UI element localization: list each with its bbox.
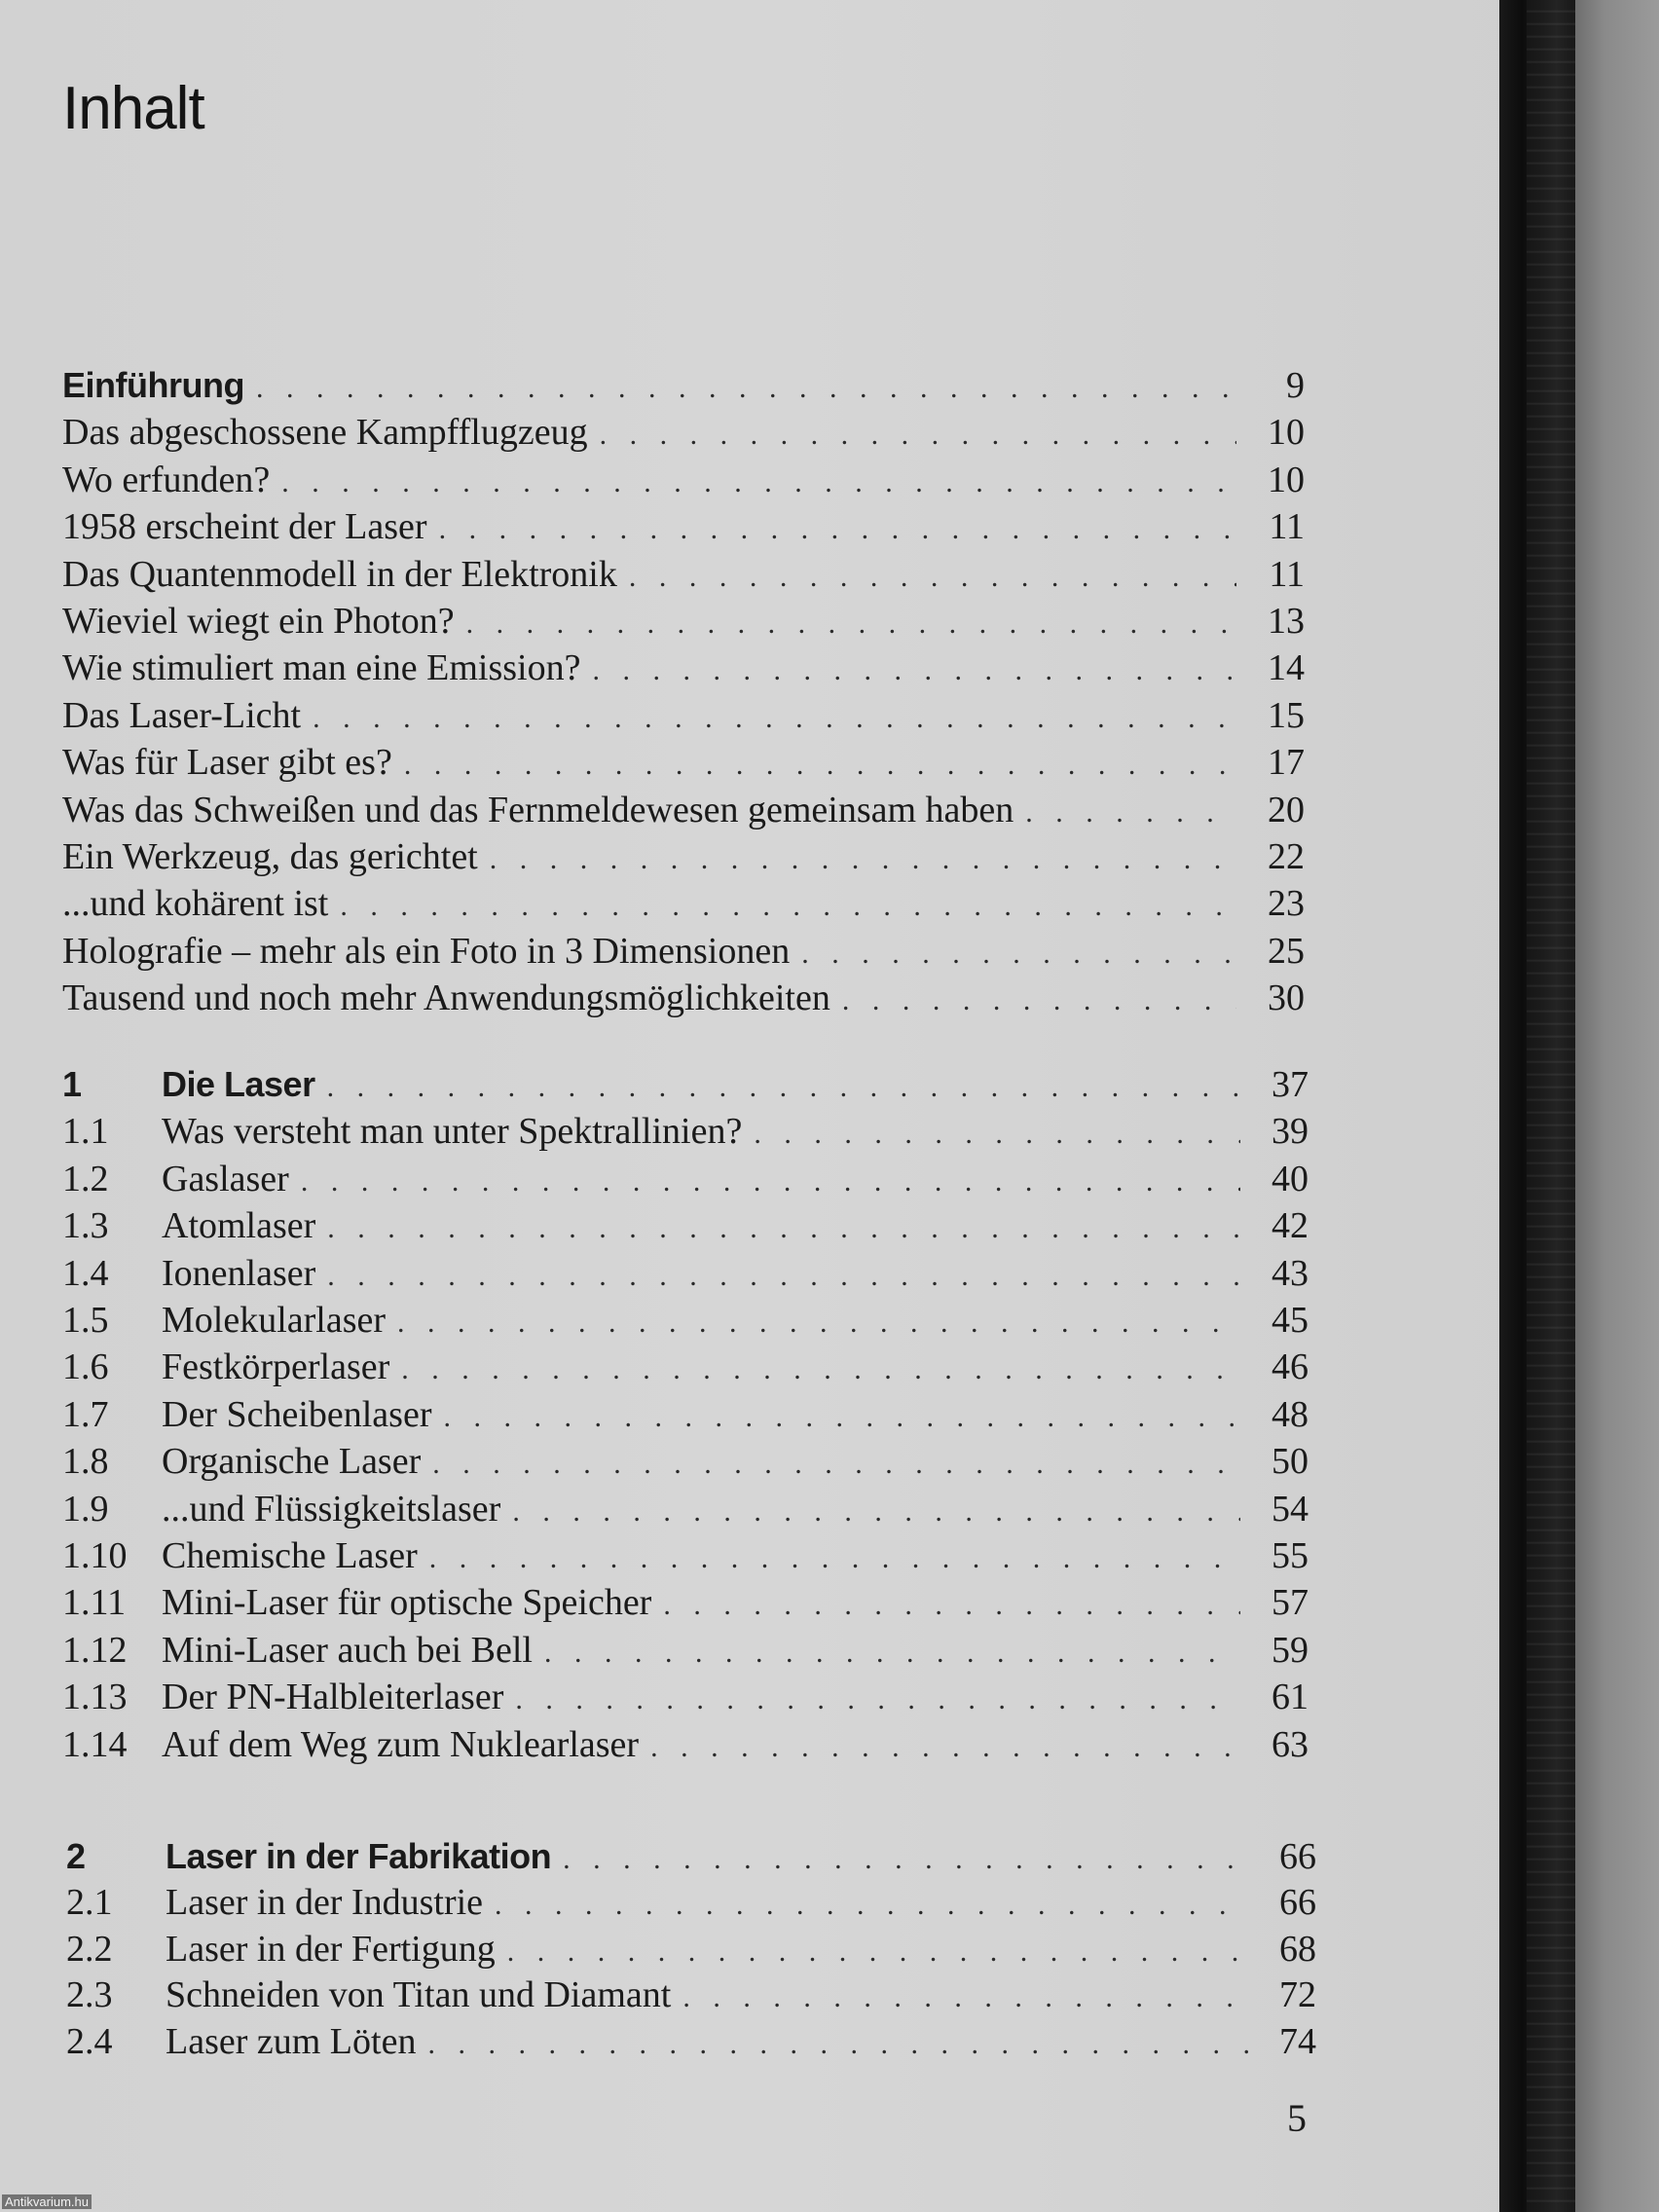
toc-entry-page: 39	[1272, 1111, 1309, 1153]
toc-entry-title: Schneiden von Titan und Diamant	[166, 1974, 672, 2016]
toc-entry-title: Tausend und noch mehr Anwendungsmöglichkeiten	[62, 977, 830, 1019]
toc-entry	[66, 1881, 1316, 1928]
toc-entry-page: 54	[1272, 1488, 1309, 1530]
dot-leader	[327, 1071, 1240, 1104]
toc-entry-page: 74	[1279, 2020, 1316, 2062]
toc-entry-number: 2	[66, 1836, 86, 1876]
toc-entry-title: 1958 erscheint der Laser	[62, 506, 427, 548]
toc-entry-page: 25	[1268, 930, 1305, 972]
toc-entry-number: 1	[62, 1064, 82, 1104]
toc-entry-title: Einführung	[62, 365, 244, 405]
toc-entry-number: 2.2	[66, 1928, 113, 1970]
toc-entry	[62, 1299, 1309, 1346]
toc-entry	[62, 977, 1305, 1023]
dot-leader	[1025, 796, 1236, 830]
toc-entry-page: 22	[1268, 836, 1305, 877]
toc-entry-title: Ionenlaser	[162, 1252, 316, 1294]
toc-entry-title: Festkörperlaser	[162, 1346, 390, 1388]
toc-entry-page: 45	[1272, 1300, 1309, 1341]
toc-entry-number: 2.4	[66, 2020, 113, 2062]
toc-entry-number: 1.9	[62, 1488, 109, 1530]
toc-entry	[62, 1063, 1309, 1110]
toc-entry	[62, 1440, 1309, 1487]
toc-entry-page: 10	[1268, 412, 1305, 454]
dot-leader	[429, 1542, 1240, 1575]
toc-entry-title: Molekularlaser	[162, 1300, 387, 1341]
toc-entry-number: 1.3	[62, 1205, 109, 1247]
toc-entry	[66, 1835, 1316, 1882]
dot-leader	[801, 938, 1236, 971]
dot-leader	[439, 513, 1236, 546]
toc-entry-title: Das abgeschossene Kampfflugzeug	[62, 412, 588, 454]
toc-entry-page: 13	[1268, 601, 1305, 642]
toc-entry-title: Das Quantenmodell in der Elektronik	[62, 553, 617, 595]
dot-leader	[327, 1212, 1240, 1245]
toc-entry	[62, 1252, 1309, 1299]
toc-entry	[62, 553, 1305, 600]
toc-entry-number: 2.1	[66, 1882, 113, 1924]
toc-entry	[62, 646, 1305, 693]
toc-entry-title: Mini-Laser für optische Speicher	[162, 1582, 652, 1624]
dot-leader	[592, 654, 1236, 687]
toc-entry	[62, 1534, 1309, 1581]
dot-leader	[397, 1307, 1240, 1340]
background-surface	[1575, 0, 1659, 2212]
toc-entry	[62, 505, 1305, 552]
toc-entry-page: 50	[1272, 1441, 1309, 1483]
toc-entry-title: Auf dem Weg zum Nuklearlaser	[162, 1723, 640, 1765]
toc-entry	[62, 694, 1305, 741]
toc-entry-page: 63	[1272, 1723, 1309, 1765]
toc-entry-number: 1.12	[62, 1629, 128, 1671]
toc-entry-page: 14	[1268, 647, 1305, 689]
toc-entry	[62, 741, 1305, 788]
dot-leader	[404, 749, 1236, 782]
toc-entry-title: Laser in der Fabrikation	[166, 1836, 552, 1876]
toc-entry-title: ...und Flüssigkeitslaser	[162, 1488, 501, 1530]
toc-entry	[66, 1928, 1316, 1974]
dot-leader	[281, 466, 1236, 499]
toc-entry-number: 1.7	[62, 1393, 109, 1435]
toc-entry-title: Mini-Laser auch bei Bell	[162, 1629, 533, 1671]
toc-entry-page: 61	[1272, 1677, 1309, 1718]
toc-entry-page: 72	[1279, 1974, 1316, 2016]
toc-entry-page: 66	[1279, 1882, 1316, 1924]
dot-leader	[313, 702, 1236, 735]
toc-entry	[62, 364, 1305, 411]
toc-entry	[62, 1158, 1309, 1204]
toc-entry-page: 17	[1268, 742, 1305, 784]
dot-leader	[512, 1495, 1240, 1529]
toc-entry	[62, 1629, 1309, 1676]
toc-entry-page: 10	[1268, 459, 1305, 500]
toc-entry-number: 2.3	[66, 1974, 113, 2016]
watermark: Antikvarium.hu	[2, 2194, 92, 2209]
toc-entry-page: 40	[1272, 1158, 1309, 1199]
dot-leader	[495, 1889, 1248, 1922]
toc-entry-title: Ein Werkzeug, das gerichtet	[62, 836, 478, 877]
toc-entry	[62, 1488, 1309, 1534]
toc-entry-title: Laser zum Löten	[166, 2020, 417, 2062]
toc-entry	[62, 1676, 1309, 1722]
dot-leader	[544, 1637, 1240, 1670]
toc-entry-title: Das Laser-Licht	[62, 694, 302, 736]
dot-leader	[301, 1165, 1240, 1198]
toc-entry-title: Der Scheibenlaser	[162, 1393, 432, 1435]
toc-entry-number: 1.13	[62, 1677, 128, 1718]
toc-entry-page: 46	[1272, 1346, 1309, 1388]
toc-entry-page: 43	[1272, 1252, 1309, 1294]
toc-entry	[66, 2020, 1316, 2067]
toc-entry	[62, 600, 1305, 646]
dot-leader	[401, 1353, 1240, 1386]
toc-entry-number: 1.1	[62, 1111, 109, 1153]
dot-leader	[466, 608, 1236, 641]
toc-entry-number: 1.5	[62, 1300, 109, 1341]
toc-entry-number: 1.2	[62, 1158, 109, 1199]
toc-entry-page: 66	[1279, 1836, 1316, 1877]
page-number: 5	[1287, 2096, 1307, 2140]
toc-entry-title: Der PN-Halbleiterlaser	[162, 1677, 504, 1718]
toc-entry-title: Laser in der Fertigung	[166, 1928, 496, 1970]
toc-entry-title: Atomlaser	[162, 1205, 316, 1247]
toc-entry-title: Die Laser	[162, 1064, 315, 1104]
dot-leader	[444, 1401, 1241, 1434]
dot-leader	[842, 984, 1236, 1017]
toc-entry	[62, 459, 1305, 505]
toc-entry-page: 57	[1272, 1582, 1309, 1624]
dot-leader	[563, 1843, 1248, 1876]
toc-entry-title: Wo erfunden?	[62, 459, 271, 500]
toc-entry	[62, 411, 1305, 458]
dot-leader	[432, 1448, 1240, 1481]
dot-leader	[507, 1936, 1248, 1969]
toc-entry-title: Wieviel wiegt ein Photon?	[62, 601, 455, 642]
dot-leader	[650, 1731, 1240, 1764]
toc-entry	[62, 1346, 1309, 1392]
toc-entry	[62, 789, 1305, 835]
toc-entry-title: Holografie – mehr als ein Foto in 3 Dimensionen	[62, 930, 791, 972]
toc-entry-page: 11	[1269, 506, 1305, 548]
toc-entry-number: 1.11	[62, 1582, 127, 1624]
dot-leader	[754, 1118, 1240, 1151]
dot-leader	[427, 2028, 1248, 2061]
toc-entry	[62, 930, 1305, 977]
dot-leader	[340, 890, 1236, 923]
toc-entry-page: 48	[1272, 1393, 1309, 1435]
toc-entry-number: 1.4	[62, 1252, 109, 1294]
toc-entry-title: Gaslaser	[162, 1158, 289, 1199]
toc-entry	[62, 1110, 1309, 1157]
toc-entry-page: 23	[1268, 883, 1305, 925]
toc-entry-title: Wie stimuliert man eine Emission?	[62, 647, 581, 689]
toc-entry-page: 15	[1268, 694, 1305, 736]
toc-entry-title: Organische Laser	[162, 1441, 422, 1483]
toc-entry-page: 11	[1269, 553, 1305, 595]
toc-entry-title: Was versteht man unter Spektrallinien?	[162, 1111, 743, 1153]
toc-entry-title: Laser in der Industrie	[166, 1882, 484, 1924]
toc-entry	[62, 1723, 1309, 1770]
dot-leader	[327, 1260, 1240, 1293]
page-title: Inhalt	[62, 75, 204, 142]
toc-entry	[62, 1204, 1309, 1251]
dot-leader	[600, 419, 1236, 452]
toc-entry-page: 20	[1268, 789, 1305, 830]
dot-leader	[682, 1981, 1248, 2014]
toc-entry	[62, 882, 1305, 929]
dot-leader	[256, 372, 1236, 405]
dot-leader	[629, 561, 1236, 594]
toc-entry-page: 9	[1286, 365, 1305, 406]
toc-entry-number: 1.6	[62, 1346, 109, 1388]
binding-texture	[1527, 0, 1575, 2212]
dot-leader	[515, 1683, 1240, 1716]
toc-entry	[62, 1393, 1309, 1440]
toc-entry-title: Was das Schweißen und das Fernmeldewesen gemeinsam haben	[62, 789, 1014, 830]
toc-entry-number: 1.8	[62, 1441, 109, 1483]
toc-entry-page: 55	[1272, 1535, 1309, 1576]
dot-leader	[663, 1589, 1240, 1622]
toc-entry	[62, 835, 1305, 882]
toc-entry-title: Chemische Laser	[162, 1535, 418, 1576]
toc-entry-title: Was für Laser gibt es?	[62, 742, 392, 784]
toc-entry-page: 68	[1279, 1928, 1316, 1970]
toc-entry-title: ...und kohärent ist	[62, 883, 329, 925]
toc-entry	[62, 1581, 1309, 1628]
toc-entry-page: 59	[1272, 1629, 1309, 1671]
toc-entry	[66, 1973, 1316, 2020]
toc-entry-page: 37	[1272, 1064, 1309, 1105]
toc-entry-page: 30	[1268, 977, 1305, 1019]
dot-leader	[490, 843, 1236, 876]
toc-entry-page: 42	[1272, 1205, 1309, 1247]
toc-entry-number: 1.14	[62, 1723, 128, 1765]
toc-entry-number: 1.10	[62, 1535, 128, 1576]
